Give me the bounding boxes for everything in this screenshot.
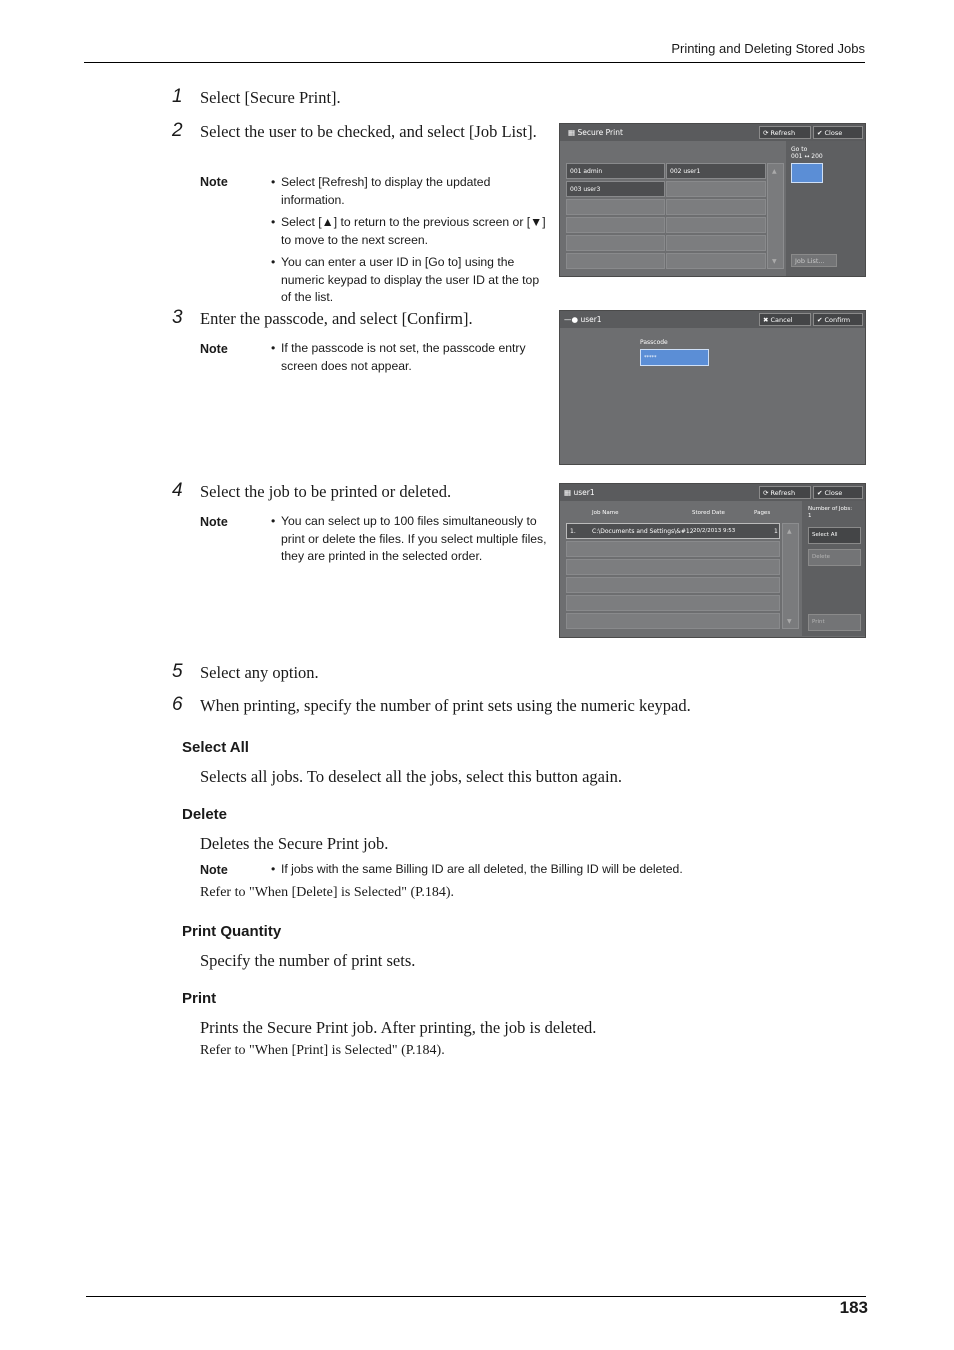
step-3-number: 3 [172, 307, 183, 328]
refresh-button[interactable]: ⟳ Refresh [759, 126, 811, 139]
user-cell[interactable] [566, 217, 665, 233]
note-label: Note [200, 342, 228, 356]
passcode-input[interactable]: ***** [640, 349, 709, 366]
section-body-print-quantity: Specify the number of print sets. [200, 951, 416, 970]
passcode-screenshot [559, 310, 866, 465]
section-title-delete: Delete [182, 806, 228, 823]
user-cell[interactable] [666, 217, 766, 233]
note-item: • You can enter a user ID in [Go to] using the numeric keypad to display the user ID at the top of the list. [271, 255, 540, 304]
job-row[interactable] [566, 613, 780, 629]
section-body-print: Prints the Secure Print job. After printing, the job is deleted. [200, 1018, 597, 1037]
user-cell[interactable] [566, 199, 665, 215]
job-row[interactable] [566, 559, 780, 575]
screen-title: ▦ user1 [564, 488, 595, 497]
step-2-text: Select the user to be checked, and select [Job List]. [200, 122, 537, 141]
section-body-select-all: Selects all jobs. To deselect all the jobs, select this button again. [200, 767, 622, 786]
job-row[interactable]: 1. C:\Documents and Settings\&#12 20/2/2013 9:53 1 [566, 523, 780, 539]
reference-delete: Refer to "When [Delete] is Selected" (P.184). [200, 885, 455, 900]
page-number: 183 [839, 1298, 868, 1317]
delete-button[interactable]: Delete [808, 549, 861, 566]
user-cell[interactable]: 003 user3 [566, 181, 665, 197]
user-cell[interactable] [666, 181, 766, 197]
user-cell[interactable] [566, 253, 665, 269]
close-button[interactable]: ✔ Close [813, 126, 863, 139]
header-rule [84, 62, 865, 63]
goto-label: Go to [791, 146, 808, 153]
refresh-button[interactable]: ⟳ Refresh [759, 486, 811, 499]
scrollbar[interactable] [782, 523, 799, 629]
user-cell[interactable] [666, 199, 766, 215]
note-label: Note [200, 515, 228, 529]
user-key-icon: —● [564, 315, 579, 324]
job-list-button[interactable]: Job List... [791, 254, 837, 267]
reference-print: Refer to "When [Print] is Selected" (P.184). [200, 1043, 445, 1058]
note-item: • You can select up to 100 files simultaneously to print or delete the files. If you select multiple files, they are printed in the selected order. [271, 514, 547, 563]
note-item: • If jobs with the same Billing ID are all deleted, the Billing ID will be deleted. [271, 862, 683, 876]
goto-input[interactable] [791, 163, 823, 183]
job-row[interactable] [566, 541, 780, 557]
step-6-text: When printing, specify the number of print sets using the numeric keypad. [200, 696, 691, 715]
step-5-text: Select any option. [200, 663, 319, 682]
step-1-text: Select [Secure Print]. [200, 88, 341, 107]
passcode-label: Passcode [640, 339, 668, 346]
job-row[interactable] [566, 595, 780, 611]
note-item: • If the passcode is not set, the passcode entry screen does not appear. [271, 341, 526, 373]
step-3-text: Enter the passcode, and select [Confirm]. [200, 309, 473, 328]
user-cell[interactable] [666, 253, 766, 269]
scrollbar[interactable] [767, 163, 784, 269]
user-cell[interactable]: 001 admin [566, 163, 665, 179]
job-list-screenshot [559, 483, 866, 638]
goto-range: 001 ↔ 200 [791, 153, 823, 160]
footer-rule [86, 1296, 866, 1297]
user-cell[interactable]: 002 user1 [666, 163, 766, 179]
step-2-number: 2 [172, 120, 183, 141]
step-6-number: 6 [172, 694, 183, 715]
step-5-number: 5 [172, 661, 183, 682]
select-all-button[interactable]: Select All [808, 527, 861, 544]
screen-title: —● user1 [564, 315, 602, 324]
confirm-button[interactable]: ✔ Confirm [813, 313, 863, 326]
step-4-text: Select the job to be printed or deleted. [200, 482, 452, 501]
user-cell[interactable] [666, 235, 766, 251]
section-body-delete: Deletes the Secure Print job. [200, 834, 389, 853]
printer-icon: ▦ [568, 128, 576, 137]
note-label: Note [200, 175, 228, 189]
job-row[interactable] [566, 577, 780, 593]
section-title-select-all: Select All [182, 739, 249, 756]
user-cell[interactable] [566, 235, 665, 251]
cancel-button[interactable]: ✖ Cancel [759, 313, 811, 326]
section-title-print-quantity: Print Quantity [182, 923, 282, 940]
scroll-up-icon[interactable]: ▲ [772, 168, 777, 175]
note-label: Note [200, 863, 228, 877]
col-pages: Pages [754, 510, 771, 516]
col-job-name: Job Name [592, 510, 619, 516]
close-button[interactable]: ✔ Close [813, 486, 863, 499]
number-of-jobs-label: Number of Jobs: [808, 506, 853, 512]
print-button[interactable]: Print [808, 614, 861, 631]
step-4-number: 4 [172, 480, 183, 501]
section-title-print: Print [182, 990, 217, 1007]
running-header: Printing and Deleting Stored Jobs [671, 41, 865, 56]
col-stored-date: Stored Date [692, 510, 725, 516]
scroll-down-icon[interactable]: ▼ [787, 618, 792, 625]
scroll-up-icon[interactable]: ▲ [787, 528, 792, 535]
secure-print-screenshot [559, 123, 866, 277]
scroll-down-icon[interactable]: ▼ [772, 258, 777, 265]
screen-title: ▦ Secure Print [568, 128, 623, 137]
note-item: • Select [▲] to return to the previous screen or [▼] to move to the next screen. [271, 215, 546, 247]
step-1-number: 1 [172, 86, 183, 107]
printer-icon: ▦ [564, 488, 572, 497]
number-of-jobs-value: 1 [808, 513, 812, 519]
note-item: • Select [Refresh] to display the updated information. [271, 175, 491, 207]
